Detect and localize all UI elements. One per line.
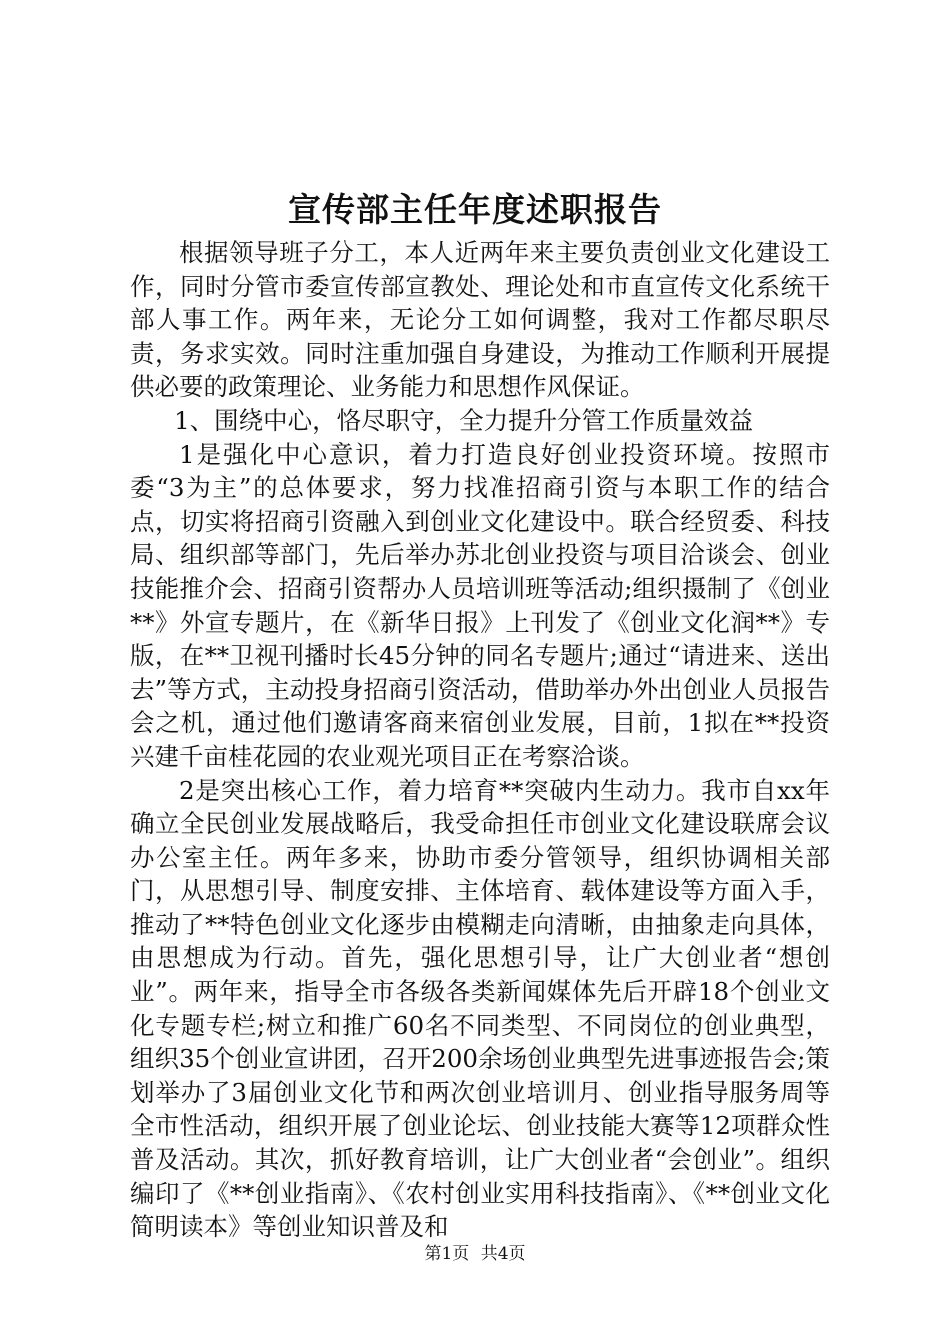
body-paragraph-2: 2是突出核心工作，着力培育**突破内生动力。我市自xx年确立全民创业发展战略后，我受命担任市创业文化建设联席会议办公室主任。两年多来，协助市委分管领导，组织协调相关部门，从思想引导、制度安排、主体培育、载体建设等方面入手，推动了**特色创业文化逐步由模糊走向清晰，由抽象走向具体，由思想成为行动。首先，强化思想引导，让广大创业者“想创业”。两年来，指导全市各级各类新闻媒体先后开辟18个创业文化专题专栏;树立和推广60名不同类型、不同岗位的创业典型，组织35个创业宣讲团，召开200余场创业典型先进事迹报告会;策划举办了3届创业文化节和两次创业培训月、创业指导服务周等全市性活动，组织开展了创业论坛、创业技能大赛等12项群众性普及活动。其次，抓好教育培训，让广大创业者“会创业”。组织编印了《**创业指南》、《农村创业实用科技指南》、《**创业文化简明读本》等创业知识普及和 [130,775,830,1242]
page-total: 共4页 [480,1244,526,1264]
document-title: 宣传部主任年度述职报告 [288,190,662,229]
page-footer [0,1242,950,1266]
body-paragraph-1: 1是强化中心意识，着力打造良好创业投资环境。按照市委“3为主”的总体要求，努力找准招商引资与本职工作的结合点，切实将招商引资融入到创业文化建设中。联合经贸委、科技局、组织部等部门，先后举办苏北创业投资与项目洽谈会、创业技能推介会、招商引资帮办人员培训班等活动;组织摄制了《创业**》外宣专题片，在《新华日报》上刊发了《创业文化润**》专版，在**卫视刊播时长45分钟的同名专题片;通过“请进来、送出去”等方式，主动投身招商引资活动，借助举办外出创业人员报告会之机，通过他们邀请客商来宿创业发展，目前，1拟在**投资兴建千亩桂花园的农业观光项目正在考察洽谈。 [130,439,830,771]
intro-paragraph: 根据领导班子分工，本人近两年来主要负责创业文化建设工作，同时分管市委宣传部宣教处、理论处和市直宣传文化系统干部人事工作。两年来，无论分工如何调整，我对工作都尽职尽责，务求实效。同时注重加强自身建设，为推动工作顺利开展提供必要的政策理论、业务能力和思想作风保证。 [130,238,830,402]
section-heading: 1、围绕中心，恪尽职守，全力提升分管工作质量效益 [174,405,754,435]
page-number: 第1页 [424,1244,470,1264]
document-body [130,236,830,1244]
